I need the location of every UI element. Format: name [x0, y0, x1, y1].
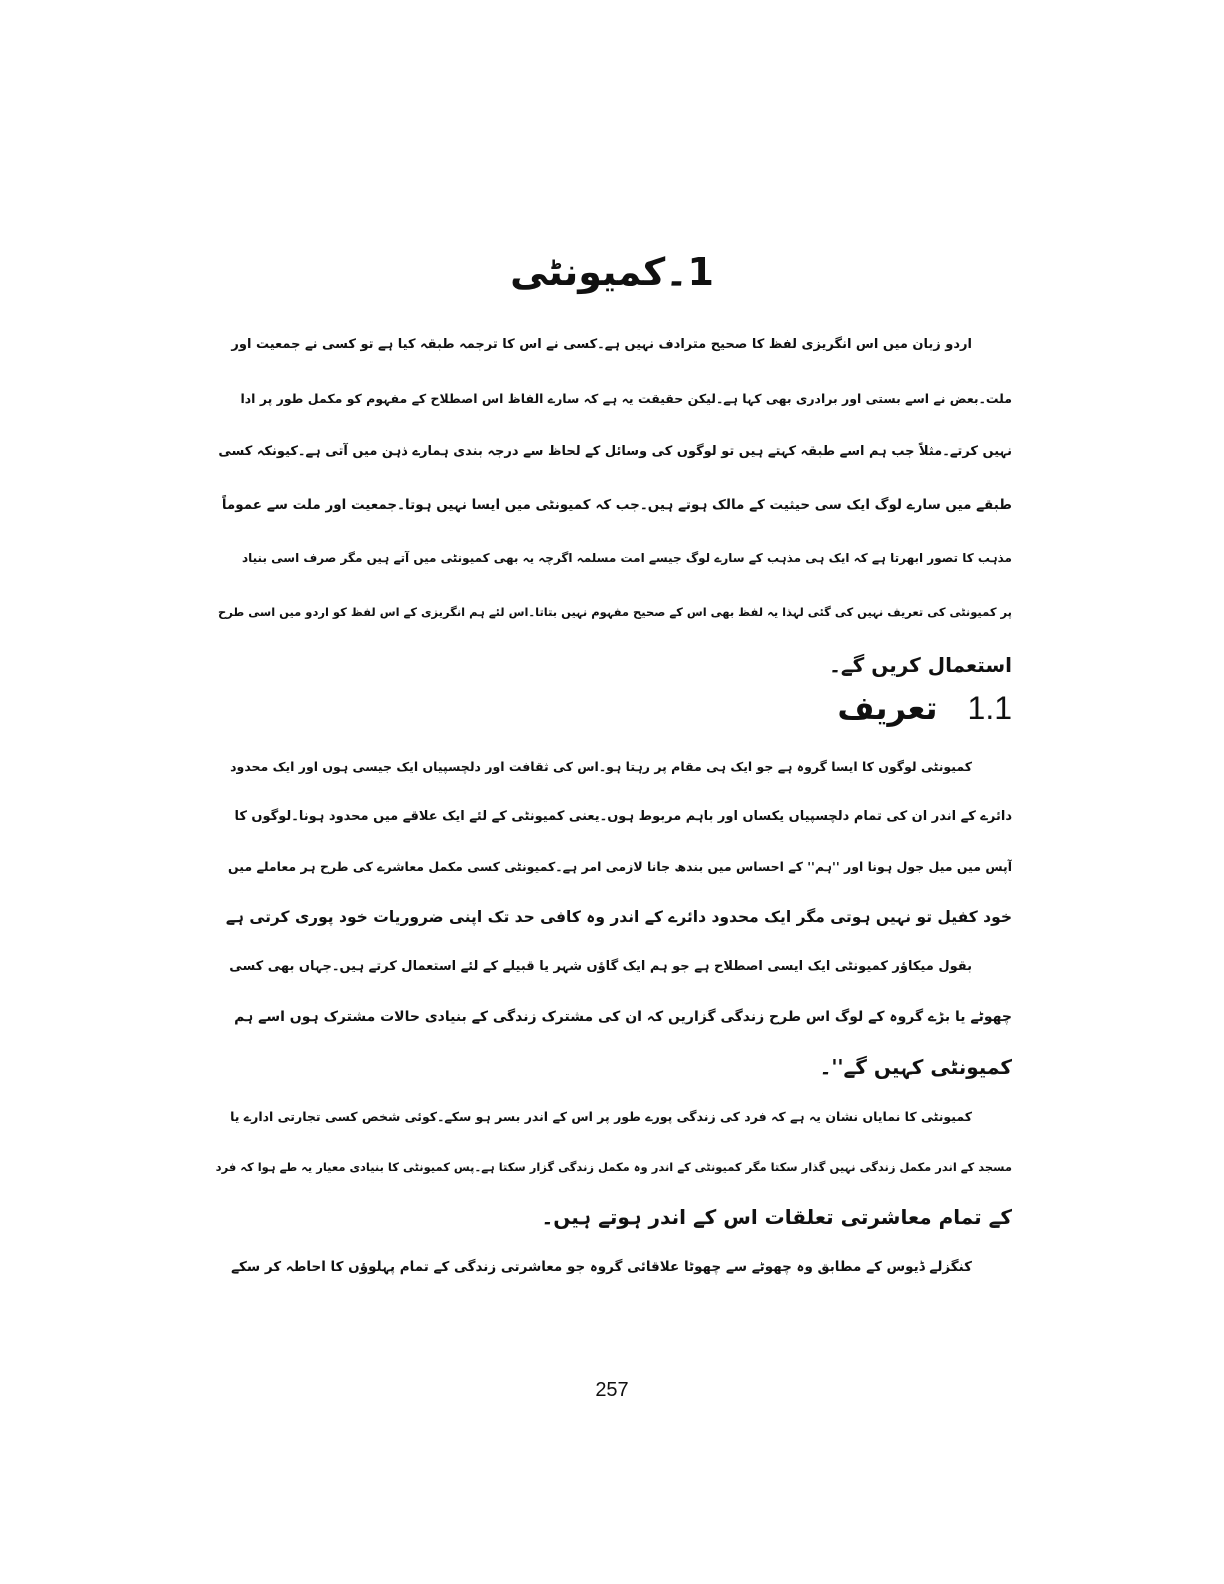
- intro-line: ملت۔بعض نے اسے بستی اور برادری بھی کہا ہے۔لیکن حقیقت یہ ہے کہ سارے الفاظ اس اصطلاح کے مفہوم کو مکمل طور پر ادا: [240, 390, 1012, 406]
- intro-line: مذہب کا تصور ابھرتا ہے کہ ایک ہی مذہب کے سارے لوگ جیسے امت مسلمہ اگرچہ یہ بھی کمیونٹی میں آتے ہیں مگر صرف اسی بنیاد: [241, 551, 1012, 565]
- definition-line: چھوٹے یا بڑے گروہ کے لوگ اس طرح زندگی گزاریں کہ ان کی مشترک زندگی کے بنیادی حالات مشترک ہوں اسے ہم: [234, 1009, 1012, 1025]
- intro-line: نہیں کرتے۔مثلاً جب ہم اسے طبقہ کہتے ہیں تو لوگوں کی وسائل کے لحاظ سے درجہ بندی ہمارے ذہن میں آتی ہے۔کیونکہ کسی: [218, 444, 1012, 459]
- definition-line: کمیونٹی لوگوں کا ایسا گروہ ہے جو ایک ہی مقام پر رہتا ہو۔اس کی ثقافت اور دلچسپیاں ایک جیسی ہوں اور ایک محدود: [230, 759, 972, 774]
- intro-line: پر کمیونٹی کی تعریف نہیں کی گئی لہذا یہ لفظ بھی اس کے صحیح مفہوم نہیں بتاتا۔اس لئے ہم انگریزی کے اس لفظ کو اردو میں اسی طرح: [217, 604, 1012, 619]
- section-heading: [837, 684, 1012, 732]
- page-number: 257: [595, 1379, 629, 1401]
- definition-line: دائرے کے اندر ان کی تمام دلچسپیاں یکساں اور باہم مربوط ہوں۔یعنی کمیونٹی کے لئے ایک علاقے میں محدود ہونا۔لوگوں کا: [234, 809, 1012, 824]
- definition-line: کے تمام معاشرتی تعلقات اس کے اندر ہوتے ہیں۔: [541, 1205, 1012, 1229]
- intro-line: طبقے میں سارے لوگ ایک سی حیثیت کے مالک ہوتے ہیں۔جب کہ کمیونٹی میں ایسا نہیں ہوتا۔جمعیت اور ملت سے عموماً: [221, 496, 1012, 513]
- definition-paragraphs: [212, 742, 1012, 1292]
- definition-line: مسجد کے اندر مکمل زندگی نہیں گذار سکتا مگر کمیونٹی کے اندر وہ مکمل زندگی گزار سکتا ہے۔پس کمیونٹی کا بنیادی معیار یہ طے ہوا کہ فرد: [215, 1160, 1012, 1174]
- definition-line: آپس میں میل جول ہونا اور ''ہم'' کے احساس میں بندھ جانا لازمی امر ہے۔کمیونٹی کسی مکمل معاشرے کی طرح ہر معاملے میں: [228, 859, 1012, 874]
- intro-paragraph: [212, 318, 1012, 693]
- definition-line: کمیونٹی کہیں گے''۔: [819, 1055, 1012, 1079]
- definition-line: کمیونٹی کا نمایاں نشان یہ ہے کہ فرد کی زندگی پورے طور پر اس کے اندر بسر ہو سکے۔کوئی شخص کسی تجارتی ادارے یا: [230, 1109, 972, 1124]
- intro-line: استعمال کریں گے۔: [829, 653, 1012, 677]
- definition-line: خود کفیل تو نہیں ہوتی مگر ایک محدود دائرے کے اندر وہ کافی حد تک اپنی ضروریات خود پوری کرتی ہے: [225, 908, 1012, 926]
- section-number: 1.1: [967, 690, 1012, 726]
- definition-line: کنگزلے ڈیوس کے مطابق وہ چھوٹے سے چھوٹا علاقائی گروہ جو معاشرتی زندگی کے تمام پہلوؤں کا احاطہ کر سکے: [231, 1259, 972, 1275]
- definition-line: بقول میکاؤر کمیونٹی ایک ایسی اصطلاح ہے جو ہم ایک گاؤں شہر یا قبیلے کے لئے استعمال کرتے ہیں۔جہاں بھی کسی: [229, 959, 972, 974]
- intro-line: اردو زبان میں اس انگریزی لفظ کا صحیح مترادف نہیں ہے۔کسی نے اس کا ترجمہ طبقہ کیا ہے تو کسی نے جمعیت اور: [231, 337, 972, 352]
- chapter-title: 1۔کمیونٹی: [510, 250, 714, 294]
- section-title: تعریف: [837, 689, 938, 727]
